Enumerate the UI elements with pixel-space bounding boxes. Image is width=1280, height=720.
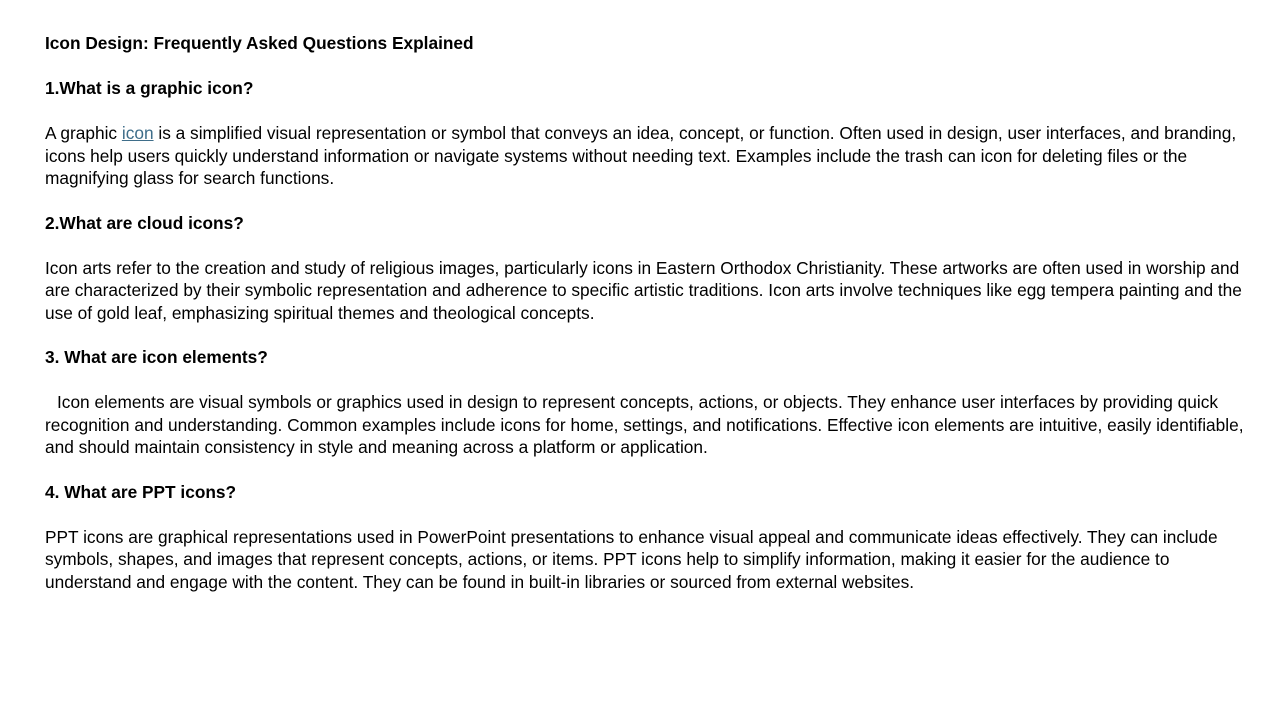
faq-question-4: 4. What are PPT icons? — [45, 481, 237, 502]
faq-question-1: 1.What is a graphic icon? — [45, 78, 254, 98]
faq-answer-2: Icon arts refer to the creation and study of religious images, particularly icons in Eastern Orthodox Christianity. These artworks are often used in worship and are characterized by their symbolic representation and adherence to specific artistic traditions. Icon arts involve techniques like egg tempera painting and the use of gold leaf, emphasizing spiritual themes and theological concepts. — [45, 257, 1242, 323]
faq-question-2: 2.What are cloud icons? — [45, 212, 244, 233]
icon-link[interactable]: icon — [121, 123, 154, 143]
document-page — [45, 32, 1255, 615]
faq-question-3: 3. What are icon elements? — [45, 347, 268, 367]
document-title: Icon Design: Frequently Asked Questions Explained — [45, 33, 474, 53]
faq-answer-3: Icon elements are visual symbols or graphics used in design to represent concepts, actions, or objects. They enhance user interfaces by providing quick recognition and understanding. Common examples include icons for home, settings, and notifications. Effective icon elements are intuitive, easily identifiable, and should maintain consistency in style and meaning across a platform or application. — [45, 392, 1244, 457]
faq-answer-1 — [45, 122, 1255, 190]
faq-answer-4: PPT icons are graphical representations used in PowerPoint presentations to enhance visual appeal and communicate ideas effectively. They can include symbols, shapes, and images that represent concepts, actions, or items. PPT icons help to simplify information, making it easier for the audience to understand and engage with the content. They can be found in built-in libraries or sourced from external websites. — [45, 526, 1218, 592]
faq-answer-1-text-before: A graphic — [45, 123, 122, 143]
faq-answer-1-text-after: is a simplified visual representation or symbol that conveys an idea, concept, or function. Often used in design, user interfaces, and branding, icons help users quickly understand information or navigate systems without needing text. Examples include the trash can icon for deleting files or the magnifying glass for search functions. — [45, 123, 1237, 188]
